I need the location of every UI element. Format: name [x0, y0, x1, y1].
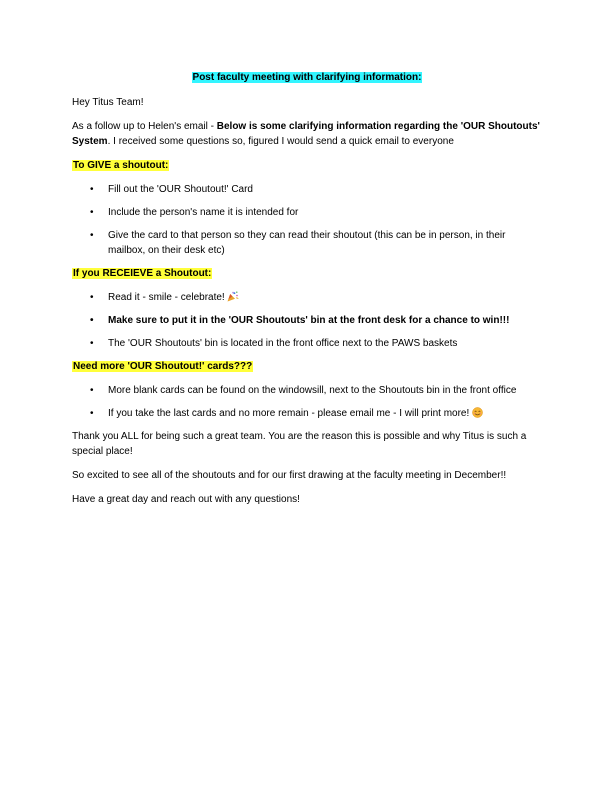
bullet: • — [90, 184, 94, 195]
intro-text-2: . I received some questions so, figured I would send a quick email to everyone — [107, 136, 454, 147]
list-item-text: More blank cards can be found on the windowsill, next to the Shoutouts bin in the front office — [108, 385, 517, 396]
receive-list — [72, 290, 542, 351]
section-heading-give-label: To GIVE a shoutout: — [73, 160, 169, 171]
list-item — [72, 228, 542, 258]
list-item-text: Include the person's name it is intended for — [108, 207, 299, 218]
list-item-text: Fill out the 'OUR Shoutout!' Card — [108, 184, 253, 195]
section-heading-receive — [72, 266, 542, 281]
list-item-text: Give the card to that person so they can read their shoutout (this can be in person, in their mailbox, on their desk etc) — [108, 230, 506, 256]
party-popper-icon — [227, 291, 239, 302]
bullet: • — [90, 338, 94, 349]
list-item — [72, 383, 542, 398]
greeting: Hey Titus Team! — [72, 97, 144, 108]
bullet: • — [90, 230, 94, 241]
give-list — [72, 182, 542, 258]
list-item — [72, 290, 542, 305]
list-item — [72, 313, 542, 328]
page-title: Post faculty meeting with clarifying information: — [192, 72, 422, 83]
section-heading-need-more-label: Need more 'OUR Shoutout!' cards??? — [73, 361, 253, 372]
closing-paragraph-3: Have a great day and reach out with any questions! — [72, 494, 300, 505]
list-item — [72, 205, 542, 220]
smiling-face-icon — [472, 407, 483, 418]
email-body — [72, 70, 542, 516]
title-line — [72, 70, 542, 85]
list-item — [72, 406, 542, 421]
intro-paragraph — [72, 119, 542, 149]
bullet: • — [90, 315, 94, 326]
list-item-text: Make sure to put it in the 'OUR Shoutouts' bin at the front desk for a chance to win!!! — [108, 315, 510, 326]
need-more-list — [72, 383, 542, 421]
section-heading-give — [72, 158, 542, 173]
list-item-text: Read it - smile - celebrate! — [108, 292, 225, 303]
bullet: • — [90, 207, 94, 218]
list-item-text: The 'OUR Shoutouts' bin is located in the front office next to the PAWS baskets — [108, 338, 458, 349]
closing-paragraph-2: So excited to see all of the shoutouts and for our first drawing at the faculty meeting in December!! — [72, 470, 507, 481]
bullet: • — [90, 385, 94, 396]
bullet: • — [90, 292, 94, 303]
intro-bold-text: Below is some clarifying information regarding the 'OUR Shoutouts' System — [72, 121, 540, 147]
list-item — [72, 336, 542, 351]
intro-text-1: As a follow up to Helen's email - — [72, 121, 217, 132]
section-heading-receive-label: If you RECEIEVE a Shoutout: — [73, 268, 212, 279]
section-heading-need-more — [72, 359, 542, 374]
list-item-text: If you take the last cards and no more remain - please email me - I will print more! — [108, 408, 470, 419]
closing-paragraph-1: Thank you ALL for being such a great team. You are the reason this is possible and why Titus is such a special place! — [72, 431, 527, 457]
list-item — [72, 182, 542, 197]
bullet: • — [90, 408, 94, 419]
